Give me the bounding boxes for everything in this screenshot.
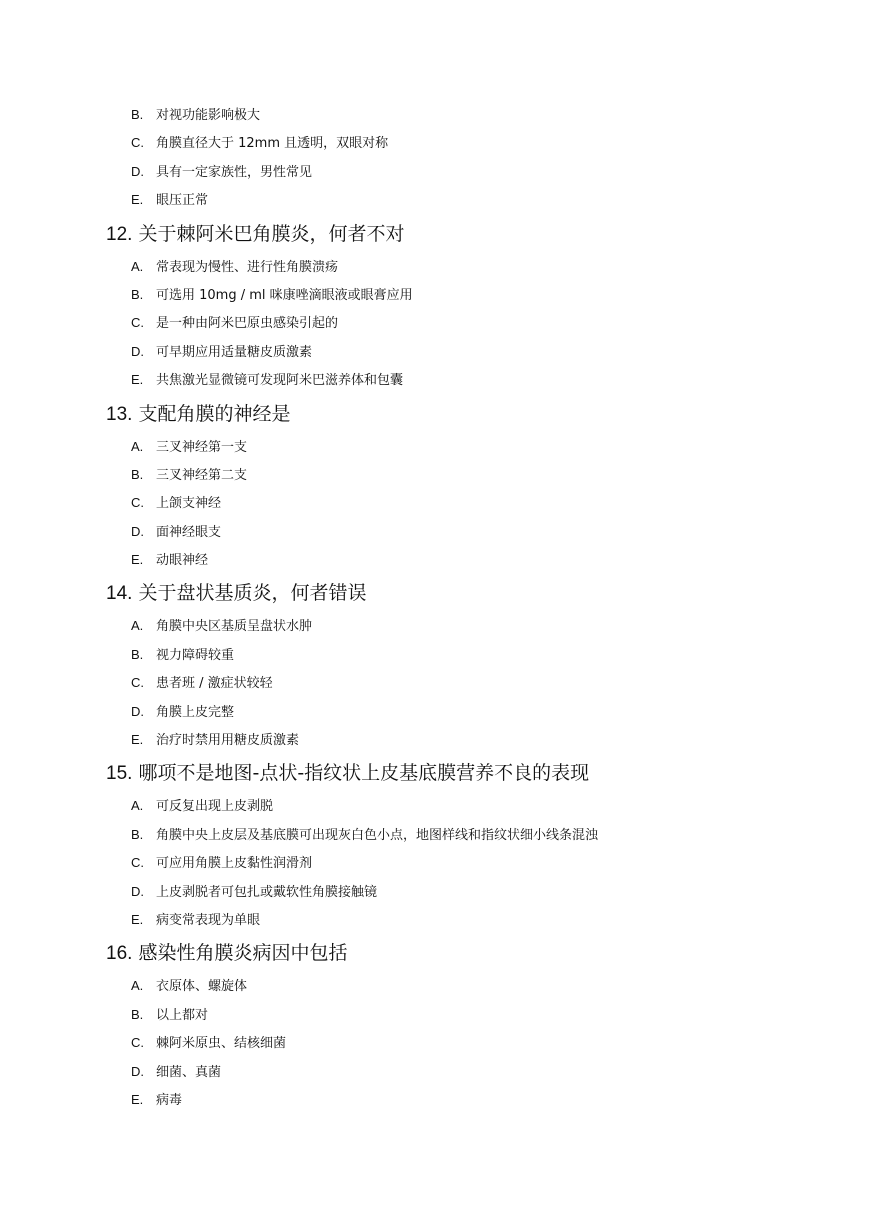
option-e <box>106 366 846 394</box>
question-number: 14. <box>106 583 133 605</box>
option-b <box>106 641 846 669</box>
continued-options <box>106 101 846 215</box>
option-text: 细菌、真菌 <box>156 1064 222 1080</box>
question-14 <box>106 574 846 754</box>
option-text: 衣原体、螺旋体 <box>156 979 248 995</box>
question-list <box>106 101 846 1114</box>
question-text: 支配角膜的神经是 <box>138 402 291 425</box>
option-c <box>106 849 846 877</box>
option-a <box>106 792 846 820</box>
option-letter: E. <box>131 732 144 748</box>
option-b <box>106 281 846 309</box>
option-d <box>106 1058 846 1086</box>
option-letter: D. <box>131 343 144 359</box>
question-text: 关于棘阿米巴角膜炎，何者不对 <box>138 222 405 245</box>
option-c <box>106 129 846 157</box>
option-letter: D. <box>131 703 144 719</box>
option-text: 三叉神经第二支 <box>156 467 248 483</box>
question-title <box>106 934 846 972</box>
option-text: 具有一定家族性，男性常见 <box>156 164 313 180</box>
question-title <box>106 574 846 612</box>
option-letter: D. <box>131 523 144 539</box>
option-b <box>106 461 846 489</box>
option-letter: C. <box>131 135 144 151</box>
option-text: 可早期应用适量糖皮质激素 <box>156 344 313 360</box>
option-letter: D. <box>131 883 144 899</box>
question-text: 感染性角膜炎病因中包括 <box>138 942 348 965</box>
option-text: 动眼神经 <box>156 553 209 569</box>
option-letter: B. <box>131 646 144 662</box>
option-letter: E. <box>131 552 144 568</box>
question-12 <box>106 215 846 395</box>
question-number: 15. <box>106 763 133 785</box>
option-letter: B. <box>131 286 144 302</box>
option-letter: A. <box>131 438 144 454</box>
question-number: 16. <box>106 943 133 965</box>
option-letter: B. <box>131 107 144 122</box>
question-title <box>106 215 846 253</box>
question-13 <box>106 395 846 575</box>
option-letter: E. <box>131 911 144 927</box>
option-letter: C. <box>131 1035 144 1051</box>
option-letter: A. <box>131 978 144 994</box>
option-e <box>106 906 846 934</box>
option-letter: D. <box>131 1063 144 1079</box>
option-text: 共焦激光显微镜可发现阿米巴滋养体和包囊 <box>156 373 404 389</box>
option-letter: C. <box>131 315 144 331</box>
option-text: 可应用角膜上皮黏性润滑剂 <box>156 856 313 872</box>
option-a <box>106 612 846 640</box>
option-b <box>106 101 846 129</box>
option-text: 上皮剥脱者可包扎或戴软性角膜接触镜 <box>156 884 378 900</box>
option-c <box>106 669 846 697</box>
question-number: 12. <box>106 223 133 245</box>
option-text: 是一种由阿米巴原虫感染引起的 <box>156 316 339 332</box>
question-15 <box>106 754 846 934</box>
option-e <box>106 546 846 574</box>
option-text: 可选用 10mg / ml 咪康唑滴眼液或眼膏应用 <box>156 287 413 303</box>
option-letter: A. <box>131 798 144 814</box>
option-e <box>106 186 846 214</box>
question-16 <box>106 934 846 1114</box>
option-text: 病毒 <box>156 1092 183 1108</box>
option-letter: D. <box>131 163 144 179</box>
option-text: 治疗时禁用用糖皮质激素 <box>156 733 300 749</box>
option-text: 角膜中央上皮层及基底膜可出现灰白色小点，地图样线和指纹状细小线条混浊 <box>156 827 599 843</box>
option-d <box>106 878 846 906</box>
option-c <box>106 309 846 337</box>
option-d <box>106 698 846 726</box>
option-letter: E. <box>131 372 144 388</box>
option-text: 病变常表现为单眼 <box>156 912 261 928</box>
option-a <box>106 433 846 461</box>
option-d <box>106 158 846 186</box>
option-letter: B. <box>131 1006 144 1022</box>
option-text: 患者班 / 激症状较轻 <box>156 676 273 692</box>
option-letter: C. <box>131 675 144 691</box>
option-letter: A. <box>131 618 144 634</box>
option-letter: C. <box>131 495 144 511</box>
option-text: 对视功能影响极大 <box>156 108 261 123</box>
option-b <box>106 821 846 849</box>
option-text: 可反复出现上皮剥脱 <box>156 799 274 815</box>
option-text: 眼压正常 <box>156 193 209 209</box>
option-a <box>106 972 846 1000</box>
option-b <box>106 1001 846 1029</box>
question-text: 哪项不是地图-点状-指纹状上皮基底膜营养不良的表现 <box>138 762 590 785</box>
option-text: 以上都对 <box>156 1007 209 1023</box>
option-e <box>106 1086 846 1114</box>
question-title <box>106 754 846 792</box>
question-title <box>106 395 846 433</box>
option-a <box>106 253 846 281</box>
option-text: 三叉神经第一支 <box>156 439 248 455</box>
option-letter: E. <box>131 1091 144 1107</box>
option-letter: C. <box>131 855 144 871</box>
option-text: 角膜上皮完整 <box>156 704 235 720</box>
option-c <box>106 489 846 517</box>
option-e <box>106 726 846 754</box>
option-text: 常表现为慢性、进行性角膜溃疡 <box>156 259 339 275</box>
question-text: 关于盘状基质炎，何者错误 <box>138 582 367 605</box>
option-letter: E. <box>131 192 144 208</box>
option-c <box>106 1029 846 1057</box>
option-text: 角膜直径大于 12mm 且透明，双眼对称 <box>156 136 389 152</box>
option-text: 棘阿米原虫、结核细菌 <box>156 1036 287 1052</box>
question-number: 13. <box>106 403 133 425</box>
option-text: 面神经眼支 <box>156 524 222 540</box>
option-text: 角膜中央区基质呈盘状水肿 <box>156 619 313 635</box>
option-text: 视力障碍较重 <box>156 647 235 663</box>
option-letter: A. <box>131 258 144 274</box>
option-d <box>106 338 846 366</box>
option-letter: B. <box>131 826 144 842</box>
option-d <box>106 518 846 546</box>
option-text: 上颌支神经 <box>156 496 222 512</box>
option-letter: B. <box>131 466 144 482</box>
